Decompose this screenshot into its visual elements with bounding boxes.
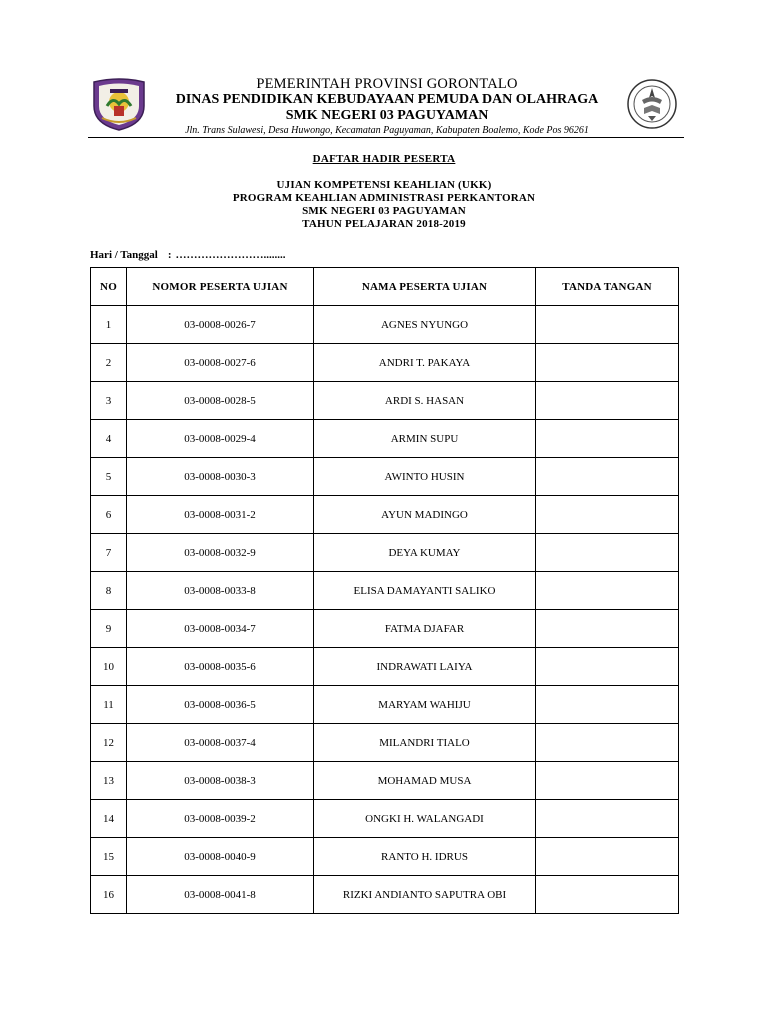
government-name: PEMERINTAH PROVINSI GORONTALO [256,76,518,92]
signature-cell[interactable] [536,648,679,686]
table-row [91,572,679,610]
subtitle-line-year: TAHUN PELAJARAN 2018-2019 [302,218,466,230]
row-number-cell: 2 [91,344,127,382]
participant-name-cell: AYUN MADINGO [314,496,536,534]
row-number-cell: 13 [91,762,127,800]
table-row [91,724,679,762]
participant-name-cell: DEYA KUMAY [314,534,536,572]
participant-number-cell: 03-0008-0030-3 [127,458,314,496]
participant-number-cell: 03-0008-0040-9 [127,838,314,876]
signature-cell[interactable] [536,800,679,838]
participant-number-cell: 03-0008-0029-4 [127,420,314,458]
date-row [90,249,286,261]
date-label: Hari / Tanggal [90,249,158,261]
table-row [91,648,679,686]
letterhead-divider [88,137,684,138]
participant-number-cell: 03-0008-0032-9 [127,534,314,572]
participant-number-cell: 03-0008-0039-2 [127,800,314,838]
row-number-cell: 7 [91,534,127,572]
row-number-cell: 15 [91,838,127,876]
subtitle-line-exam: UJIAN KOMPETENSI KEAHLIAN (UKK) [276,179,492,191]
school-address: Jln. Trans Sulawesi, Desa Huwongo, Kecamatan Paguyaman, Kabupaten Boalemo, Kode Pos 96261 [185,125,589,136]
table-row [91,496,679,534]
row-number-cell: 5 [91,458,127,496]
participant-name-cell: ELISA DAMAYANTI SALIKO [314,572,536,610]
table-body [91,306,679,914]
table-row [91,838,679,876]
signature-cell[interactable] [536,534,679,572]
signature-cell[interactable] [536,306,679,344]
participant-number-cell: 03-0008-0033-8 [127,572,314,610]
participant-number-cell: 03-0008-0035-6 [127,648,314,686]
column-header-nomor: NOMOR PESERTA UJIAN [127,268,314,306]
row-number-cell: 12 [91,724,127,762]
participant-name-cell: AWINTO HUSIN [314,458,536,496]
document-subtitle [0,179,768,231]
table-row [91,458,679,496]
participant-number-cell: 03-0008-0028-5 [127,382,314,420]
row-number-cell: 3 [91,382,127,420]
date-value: ……………………........ [175,249,286,261]
row-number-cell: 8 [91,572,127,610]
row-number-cell: 16 [91,876,127,914]
signature-cell[interactable] [536,496,679,534]
date-colon: : [167,249,172,261]
table-row [91,762,679,800]
column-header-nama: NAMA PESERTA UJIAN [314,268,536,306]
table-header-row [91,268,679,306]
participant-name-cell: ARMIN SUPU [314,420,536,458]
table-row [91,306,679,344]
letterhead-text [148,76,626,137]
signature-cell[interactable] [536,458,679,496]
participant-number-cell: 03-0008-0036-5 [127,686,314,724]
row-number-cell: 6 [91,496,127,534]
column-header-tanda-tangan: TANDA TANGAN [536,268,679,306]
signature-cell[interactable] [536,876,679,914]
gorontalo-province-emblem-icon [90,76,148,132]
table-row [91,382,679,420]
attendance-table [90,267,679,914]
participant-name-cell: MILANDRI TIALO [314,724,536,762]
participant-number-cell: 03-0008-0027-6 [127,344,314,382]
row-number-cell: 14 [91,800,127,838]
participant-number-cell: 03-0008-0041-8 [127,876,314,914]
table-row [91,534,679,572]
participant-name-cell: AGNES NYUNGO [314,306,536,344]
participant-name-cell: MARYAM WAHIJU [314,686,536,724]
participant-name-cell: FATMA DJAFAR [314,610,536,648]
participant-number-cell: 03-0008-0031-2 [127,496,314,534]
signature-cell[interactable] [536,686,679,724]
participant-name-cell: RIZKI ANDIANTO SAPUTRA OBI [314,876,536,914]
document-title: DAFTAR HADIR PESERTA [312,153,456,165]
signature-cell[interactable] [536,420,679,458]
table-row [91,344,679,382]
participant-name-cell: MOHAMAD MUSA [314,762,536,800]
signature-cell[interactable] [536,344,679,382]
row-number-cell: 4 [91,420,127,458]
signature-cell[interactable] [536,382,679,420]
participant-number-cell: 03-0008-0037-4 [127,724,314,762]
table-row [91,686,679,724]
table-row [91,876,679,914]
row-number-cell: 11 [91,686,127,724]
signature-cell[interactable] [536,724,679,762]
row-number-cell: 9 [91,610,127,648]
department-name: DINAS PENDIDIKAN KEBUDAYAAN PEMUDA DAN OLAHRAGA [175,92,599,107]
row-number-cell: 10 [91,648,127,686]
participant-name-cell: ANDRI T. PAKAYA [314,344,536,382]
row-number-cell: 1 [91,306,127,344]
subtitle-line-program: PROGRAM KEAHLIAN ADMINISTRASI PERKANTORAN [232,192,536,204]
participant-name-cell: ONGKI H. WALANGADI [314,800,536,838]
signature-cell[interactable] [536,838,679,876]
signature-cell[interactable] [536,762,679,800]
letterhead [88,76,684,134]
table-row [91,800,679,838]
participant-number-cell: 03-0008-0026-7 [127,306,314,344]
tut-wuri-handayani-emblem-icon [626,78,678,130]
participant-name-cell: RANTO H. IDRUS [314,838,536,876]
table-row [91,420,679,458]
signature-cell[interactable] [536,610,679,648]
participant-name-cell: INDRAWATI LAIYA [314,648,536,686]
subtitle-line-school: SMK NEGERI 03 PAGUYAMAN [302,205,466,217]
participant-number-cell: 03-0008-0038-3 [127,762,314,800]
participant-number-cell: 03-0008-0034-7 [127,610,314,648]
participant-name-cell: ARDI S. HASAN [314,382,536,420]
column-header-no: NO [91,268,127,306]
school-name: SMK NEGERI 03 PAGUYAMAN [285,108,489,123]
table-row [91,610,679,648]
signature-cell[interactable] [536,572,679,610]
